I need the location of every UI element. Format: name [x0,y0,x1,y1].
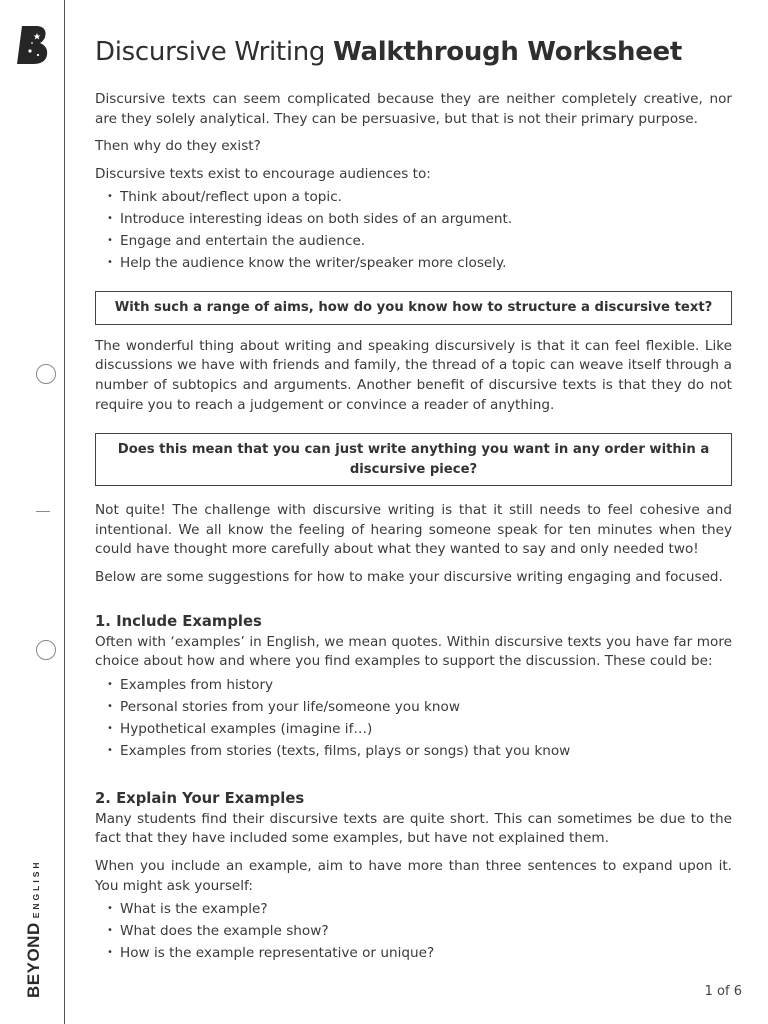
examples-list [95,674,732,762]
title-light: Discursive Writing [95,37,326,67]
list-item: • Examples from history [107,674,732,696]
list-item: • What does the example show? [107,920,732,942]
punch-hole-lower [36,640,56,660]
intro-paragraph-3: Discursive texts exist to encourage audiences to: [95,165,431,182]
list-item: • Examples from stories (texts, films, plays or songs) that you know [107,740,732,762]
title-bold: Walkthrough Worksheet [333,37,683,67]
intro-paragraph-2: Then why do they exist? [95,138,261,155]
explain-paragraph-1: Many students find their discursive texts are quite short. This can sometimes be due to the fact that they have included some examples, but have not explained them. [95,810,732,847]
fold-mark [36,511,50,512]
section-heading-explain: 2. Explain Your Examples [95,789,305,807]
list-item: • How is the example representative or unique? [107,942,732,964]
b-star-logo-icon [16,24,50,66]
not-quite-paragraph: Not quite! The challenge with discursive writing is that it still needs to feel cohesive and intentional. We all know the feeling of hearing someone speak for ten minutes when they could have thought more carefully about what they wanted to say and only needed two! [95,502,732,558]
list-item: • Think about/reflect upon a topic. [107,186,732,208]
examples-paragraph: Often with ‘examples’ in English, we mean quotes. Within discursive texts you have far more choice about how and where you find examples to support the discussion. These could be: [95,633,732,670]
punch-hole-upper [36,364,56,384]
brand-sub: ENGLISH [31,859,41,919]
list-item: • Introduce interesting ideas on both sides of an argument. [107,208,732,230]
question-box-order: Does this mean that you can just write anything you want in any order within a discursive piece? [95,433,732,486]
brand-name: BEYOND [24,922,43,998]
list-item: • Personal stories from your life/someone you know [107,696,732,718]
list-item: • Engage and entertain the audience. [107,230,732,252]
question-box-structure: With such a range of aims, how do you know how to structure a discursive text? [95,291,732,325]
list-item: • Help the audience know the writer/speaker more closely. [107,252,732,274]
page-number: 1 of 6 [704,984,742,999]
worksheet-content [95,34,732,964]
questions-list [95,898,732,964]
explain-paragraph-2: When you include an example, aim to have more than three sentences to expand upon it. You might ask yourself: [95,858,732,894]
brand-wordmark [24,859,44,998]
suggestions-paragraph: Below are some suggestions for how to make your discursive writing engaging and focused. [95,569,723,586]
section-heading-examples: 1. Include Examples [95,612,262,630]
aims-list [95,186,732,274]
flexible-paragraph: The wonderful thing about writing and speaking discursively is that it can feel flexible. Like discussions we have with friends and family, the thread of a topic can weave itself through a number of subtopics and arguments. Another benefit of discursive texts is that they do not require you to reach a judgement or convince a reader of anything. [95,337,732,413]
margin-line [64,0,65,1024]
list-item: • Hypothetical examples (imagine if…) [107,718,732,740]
page-title [95,34,732,70]
intro-paragraph-1: Discursive texts can seem complicated because they are neither completely creative, nor are they solely analytical. They can be persuasive, but that is not their primary purpose. [95,91,732,127]
list-item: • What is the example? [107,898,732,920]
